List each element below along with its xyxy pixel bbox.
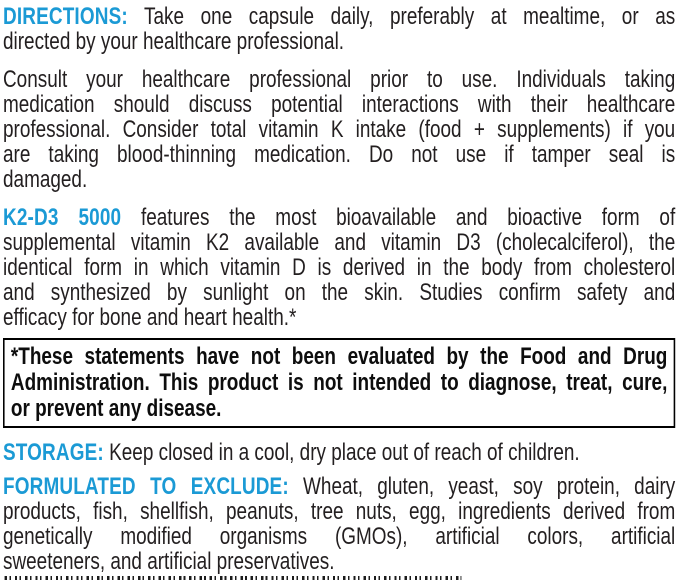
directions-text: Take one capsule daily, preferably at mealtime, or as: [144, 3, 676, 30]
text-line: and synthesized by sunlight on the skin. Studies confirm safety and: [3, 279, 676, 306]
text-line: [3, 205, 675, 230]
directions-heading: DIRECTIONS:: [3, 3, 128, 30]
storage-heading: STORAGE:: [3, 439, 104, 466]
product-name-heading: K2-D3 5000: [3, 204, 122, 231]
storage-paragraph: [3, 440, 675, 465]
text-line: [3, 4, 675, 29]
formulated-to-exclude-text: Wheat, gluten, yeast, soy protein, dairy: [303, 473, 676, 500]
text-line: directed by your healthcare professional.: [3, 28, 345, 55]
product-description-paragraph: [3, 205, 675, 330]
text-line: *These statements have not been evaluated by the Food and Drug: [10, 343, 668, 370]
text-line: identical form in which vitamin D is derived in the body from cholesterol: [3, 254, 676, 281]
text-line: Administration. This product is not intended to diagnose, treat, cure,: [10, 369, 668, 396]
text-line: products, fish, shellfish, peanuts, tree nuts, egg, ingredients derived from: [3, 498, 676, 525]
storage-text: Keep closed in a cool, dry place out of reach of children.: [109, 439, 580, 466]
text-line: damaged.: [3, 166, 88, 193]
text-line: or prevent any disease.: [10, 395, 222, 422]
fda-disclaimer-box: [3, 338, 675, 428]
text-line: professional. Consider total vitamin K intake (food + supplements) if you: [3, 116, 676, 143]
cropped-text-line-remnant: [5, 576, 462, 580]
precautions-paragraph: [3, 67, 675, 192]
supplement-label-directions-panel: [3, 0, 675, 580]
directions-paragraph: [3, 4, 675, 54]
formulated-to-exclude-heading: FORMULATED TO EXCLUDE:: [3, 473, 289, 500]
text-line: supplemental vitamin K2 available and vitamin D3 (cholecalciferol), the: [3, 229, 676, 256]
text-line: genetically modified organisms (GMOs), artificial colors, artificial: [3, 523, 676, 550]
text-line: Consult your healthcare professional prior to use. Individuals taking: [3, 66, 676, 93]
text-line: medication should discuss potential interactions with their healthcare: [3, 91, 676, 118]
formulated-to-exclude-paragraph: [3, 474, 675, 574]
text-line: are taking blood-thinning medication. Do not use if tamper seal is: [3, 141, 676, 168]
text-line: sweeteners, and artificial preservatives.: [3, 548, 335, 575]
product-description-text: features the most bioavailable and bioactive form of: [140, 204, 676, 231]
text-line: [3, 474, 675, 499]
text-line: efficacy for bone and heart health.*: [3, 304, 297, 331]
text-line: [3, 440, 675, 465]
